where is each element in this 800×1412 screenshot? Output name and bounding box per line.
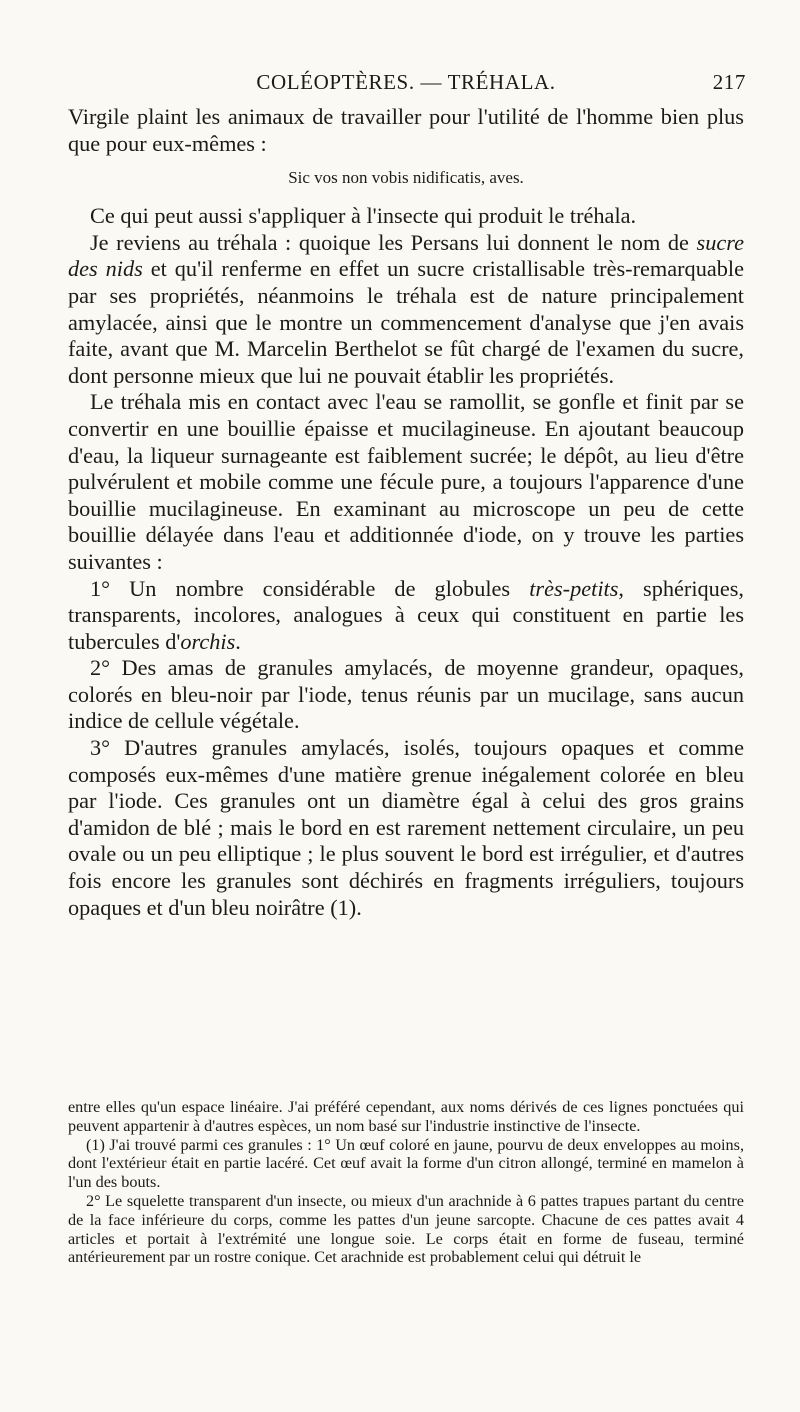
list-item-1 <box>68 576 744 656</box>
footnote-1-item-2: 2° Le squelette transparent d'un insecte, ou mieux d'un arachnide à 6 pattes trapues partant du centre de la face inférieure du corps, comme les pattes d'un jeune sarcopte. Chacune de ces pattes avait 4 articles et portait à l'extrémité une longue soie. Le corps était en forme de fuseau, terminé antérieurement par un rostre conique. Cet arachnide est probablement celui qui détruit le <box>68 1191 744 1267</box>
text-run: et qu'il renferme en effet un sucre cristallisable très-remarquable par ses propriétés, néanmoins le tréhala est de nature principalement amylacée, ainsi que le montre un commencement d'analyse que j'en avais faite, avant que M. Marcelin Berthelot se fût chargé de l'examen du sucre, dont personne mieux que lui ne pouvait établir les propriétés. <box>68 256 744 388</box>
text-run: 1° Un nombre considérable de globules <box>90 575 530 601</box>
italic-term: sucre des nids <box>68 229 744 282</box>
list-item-2: 2° Des amas de granules amylacés, de moyenne grandeur, opaques, colorés en bleu-noir par l'iode, tenus réunis par un mucilage, sans aucun indice de cellule végétale. <box>68 655 744 734</box>
italic-term: très-petits <box>529 575 619 601</box>
latin-verse: Sic vos non vobis nidificatis, aves. <box>288 168 524 188</box>
paragraph-insecte: Ce qui peut aussi s'appliquer à l'insecte qui produit le tréhala. <box>90 203 637 229</box>
footnote-continued: entre elles qu'un espace linéaire. J'ai préféré cependant, aux noms dérivés de ces lignes ponctuées qui peuvent appartenir à d'autres espèces, un nom basé sur l'industrie instinctive de l'insecte. <box>68 1098 744 1135</box>
main-text <box>68 104 744 921</box>
footnote-1: (1) J'ai trouvé parmi ces granules : 1° Un œuf coloré en jaune, pourvu de deux enveloppes au moins, dont l'extérieur était en partie lacéré. Cet œuf avait la forme d'un citron allongé, terminé en mamelon à l'un des bouts. <box>68 1135 744 1192</box>
text-run: , sphériques, transparents, incolores, analogues à ceux qui constituent en partie les tubercules d' <box>68 575 744 654</box>
page-number: 217 <box>712 70 746 94</box>
paragraph-virgile: Virgile plaint les animaux de travailler pour l'utilité de l'homme bien plus que pour eux-mêmes : <box>68 104 744 156</box>
text-run: Je reviens au tréhala : quoique les Persans lui donnent le nom de <box>90 229 697 255</box>
list-item-3: 3° D'autres granules amylacés, isolés, toujours opaques et comme composés eux-mêmes d'une matière grenue inégalement colorée en bleu par l'iode. Ces granules ont un diamètre égal à celui des gros grains d'amidon de blé ; mais le bord en est rarement nettement circulaire, un peu ovale ou un peu elliptique ; le plus souvent le bord est irrégulier, et d'autres fois encore les granules sont déchirés en fragments irréguliers, toujours opaques et d'un bleu noirâtre (1). <box>68 735 744 920</box>
page-header <box>66 70 746 100</box>
paragraph-trehala-nature <box>68 230 744 390</box>
footnotes <box>68 1098 744 1267</box>
text-run: . <box>235 628 241 654</box>
italic-term: orchis <box>180 628 236 654</box>
running-title: COLÉOPTÈRES. — TRÉHALA. <box>256 70 556 94</box>
paragraph-bouillie: Le tréhala mis en contact avec l'eau se ramollit, se gonfle et finit par se convertir en une bouillie épaisse et mucilagineuse. En ajoutant beaucoup d'eau, la liqueur surnageante est faiblement sucrée; le dépôt, au lieu d'être pulvérulent et mobile comme une fécule pure, a toujours l'apparence d'une bouillie mucilagineuse. En examinant au microscope un peu de cette bouillie délayée dans l'eau et additionnée d'iode, on y trouve les parties suivantes : <box>68 389 744 574</box>
